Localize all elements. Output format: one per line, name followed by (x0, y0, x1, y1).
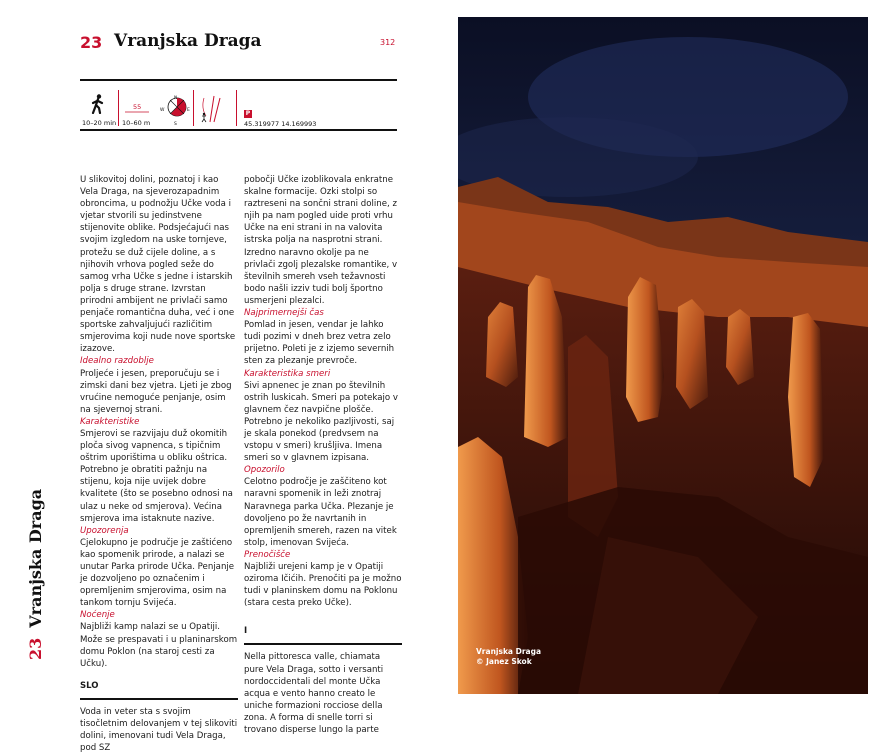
language-rule (80, 698, 238, 700)
compass-n: N (174, 96, 178, 101)
section-heading: Karakteristike (80, 416, 140, 427)
info-bar-top-rule (80, 79, 397, 81)
language-heading-it: I (244, 626, 248, 637)
chapter-number: 23 (80, 33, 103, 52)
photo-caption-credit: © Janez Skok (476, 657, 532, 666)
approach-icon (124, 100, 150, 114)
info-bar-bottom-rule (80, 129, 397, 131)
info-divider (118, 90, 119, 126)
text-column-left (80, 174, 238, 754)
compass-s: S (174, 122, 177, 127)
section-text: Celotno področje je zaščiteno kot naravni spomenik in leži znotraj Naravnega parka Učka. Plezanje je dovoljeno po že navrtanih in opremljenih smereh, razen na vitek stolp, imenovan Svijeća. (244, 477, 397, 548)
section-heading: Noćenje (80, 610, 115, 621)
language-rule (244, 643, 402, 645)
cliff-photo-illustration (458, 17, 868, 694)
compass-w: W (160, 108, 165, 113)
info-divider (236, 90, 237, 126)
section-text: Smjerovi se razvijaju duž okomitih ploča sivog vapnenca, s tipičnim oštrim uporištima u obliku oštrica. Potrebno je obratiti pažnju na stijenu, koja nije uvijek dobre kvalitete (što se posebno odnosi na ulaz u neke od smjerova). Većina smjerova ima istaknute nazive. (80, 428, 233, 524)
section-heading: Upozorenja (80, 525, 129, 536)
height-range: 10–60 m (122, 119, 151, 127)
route-icon (198, 94, 224, 124)
side-title-text: Vranjska Draga (26, 488, 45, 628)
section-heading: Opozorilo (244, 465, 285, 476)
section-heading: Idealno razdoblje (80, 356, 154, 367)
section-heading: Prenočišče (244, 549, 291, 560)
section-text: Pomlad in jesen, vendar je lahko tudi pozimi v dneh brez vetra zelo prijetno. Poleti je z izjemo severnih sten za plezanje prevroče. (244, 320, 395, 367)
page-number: 312 (380, 38, 396, 47)
slo-paragraph: Voda in veter sta s svojim tisočletnim delovanjem v tej slikoviti dolini, imenovani tudi Vela Draga, pod SZ (80, 706, 238, 754)
language-heading-slo: SLO (80, 680, 99, 691)
walker-icon (90, 94, 106, 114)
text-column-right (244, 174, 402, 736)
section-text: Sivi apnenec je znan po številnih ostrih luskicah. Smeri pa potekajo v glavnem čez navpične plošče. Potrebno je nekoliko pazljivosti, saj je skala ponekod (predvsem na vstopu v smeri) krušljiva. Imena smeri so v glavnem izpisana. (244, 380, 398, 464)
walk-time: 10–20 min (82, 119, 117, 127)
side-title (26, 489, 45, 660)
section-text: Najbliži urejeni kamp je v Opatiji oziroma Ičićih. Prenočiti pa je možno tudi v planinskem domu na Poklonu (stara cesta preko Učke). (244, 562, 402, 609)
chapter-title: Vranjska Draga (114, 31, 262, 51)
approach-number: 55 (133, 103, 142, 111)
parking-icon: P (245, 110, 251, 117)
slo-paragraph-cont: pobočji Učke izoblikovala enkratne skalne formacije. Ozki stolpi so raztreseni na sončni strani doline, z njih pa nam pogled uide proti vrhu Učke na eni strani in na valovita istrska polja na nasprotni strani. Izredno naravno okolje pa ne privlači zgolj plezalske romantike, v številnih smereh vseh težavnosti bodo našli izziv tudi bolj športno usmerjeni plezalci. (244, 175, 398, 306)
section-text: Cjelokupno je područje je zaštićeno kao spomenik prirode, a nalazi se unutar Parka prirode Učka. Penjanje je dozvoljeno po označenim i opremljenim smjerovima, osim na tankom tornju Svijeća. (80, 537, 235, 609)
section-heading: Najprimernejši čas (244, 308, 324, 319)
info-divider (193, 90, 194, 126)
it-paragraph: Nella pittoresca valle, chiamata pure Vela Draga, sotto i versanti nordoccidentali del monte Učka acqua e vento hanno creato le uniche formazioni rocciose della zona. A forma di snelle torri si trovano disperse lungo la parte (244, 652, 384, 736)
section-text: Proljeće i jesen, preporučuju se i zimski dani bez vjetra. Ljeti je zbog vrućine nemoguće penjanje, osim na sjevernoj strani. (80, 368, 232, 415)
compass-e: E (187, 108, 190, 113)
cliff-photo (458, 17, 868, 694)
intro-paragraph: U slikovitoj dolini, poznatoj i kao Vela Draga, na sjeverozapadnim obroncima, u podnožju Učke voda i vjetar stvorili su jedinstvene stijenovite oblike. Podsjećajući nas svojim izgledom na uske tornjeve, protežu se duž cijele doline, a s njihovih vrhova pogled seže do samog vrha Učke s jedne i istarskih polja s druge strane. Izvrstan prirodni ambijent ne privlači samo penjače romantična duha, već i one sportske zahvaljujući različitim smjerovima koji nude nove sportske izazove. (80, 175, 236, 355)
section-text: Najbliži kamp nalazi se u Opatiji. Može se prespavati i u planinarskom domu Poklon (na staroj cesti za Učku). (80, 622, 238, 669)
photo-caption (476, 647, 541, 667)
side-title-number: 23 (26, 637, 45, 660)
gps-coordinates: 45.319977 14.169993 (244, 120, 317, 128)
section-heading: Karakteristika smeri (244, 368, 331, 379)
photo-caption-title: Vranjska Draga (476, 647, 542, 656)
